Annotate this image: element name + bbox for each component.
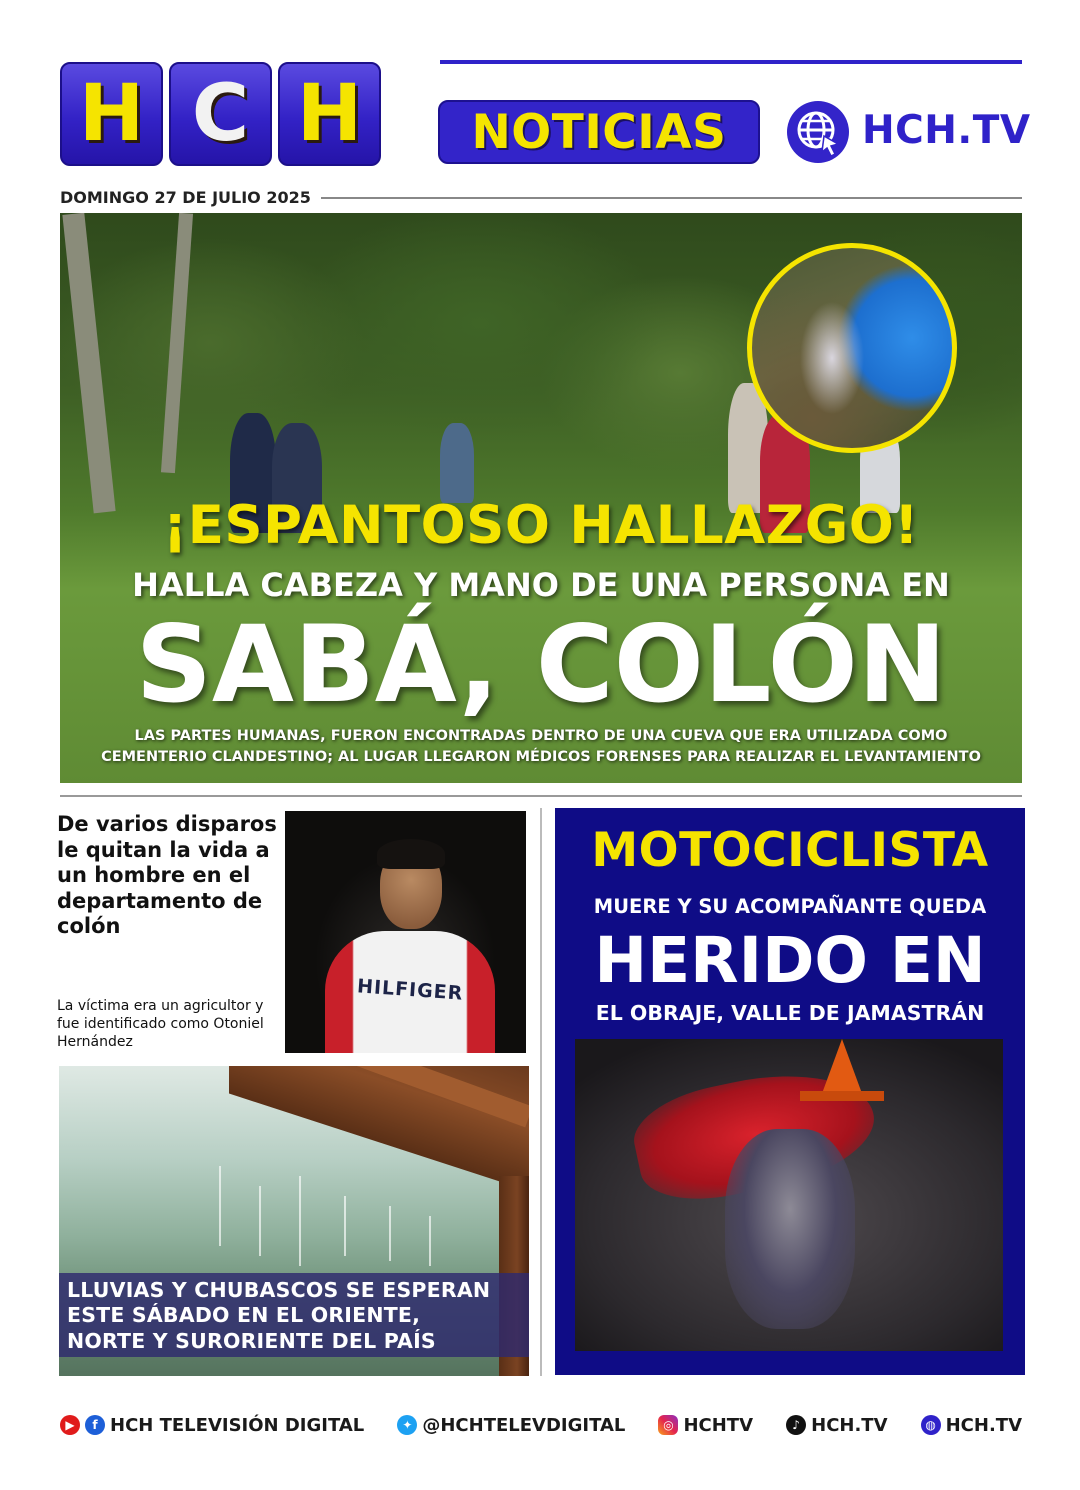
rain-streak [299, 1176, 301, 1266]
globe-cursor-icon [786, 100, 850, 164]
main-description [80, 726, 1002, 768]
evidence-inset-photo [747, 243, 957, 453]
footer-facebook-youtube[interactable] [60, 1415, 364, 1436]
blurred-figure [725, 1129, 855, 1329]
hair [377, 839, 445, 869]
moto-subheadline: MUERE Y SU ACOMPAÑANTE QUEDA [593, 895, 987, 918]
main-headline: ¡ESPANTOSO HALLAZGO! [163, 495, 919, 556]
traffic-cone-base [800, 1091, 884, 1101]
rain-streak [219, 1166, 221, 1246]
main-description-line: CEMENTERIO CLANDESTINO; AL LUGAR LLEGARON MÉDICOS FORENSES PARA REALIZAR EL LEVANTAMIENTO [101, 749, 981, 766]
rain-streak [259, 1186, 261, 1256]
youtube-icon: ▶ [60, 1415, 80, 1435]
footer-twitter[interactable] [397, 1415, 625, 1436]
weather-title-line: LLUVIAS Y CHUBASCOS SE ESPERAN [67, 1278, 491, 1302]
moto-place: EL OBRAJE, VALLE DE JAMASTRÁN [595, 1001, 985, 1025]
victim-photo [285, 811, 526, 1053]
traffic-cone [820, 1039, 864, 1099]
facebook-icon: f [85, 1415, 105, 1435]
tiktok-icon: ♪ [786, 1415, 806, 1435]
footer-web[interactable] [921, 1415, 1022, 1436]
tree-trunk [62, 213, 115, 513]
section-divider [60, 795, 1022, 797]
footer-web-label: HCH.TV [945, 1414, 1022, 1436]
shirt-print: HILFIGER [356, 975, 464, 1005]
issue-date: DOMINGO 27 DE JULIO 2025 [60, 188, 311, 207]
tree-trunk [161, 213, 193, 473]
footer-instagram[interactable] [658, 1415, 753, 1436]
moto-big-headline: HERIDO EN [594, 924, 986, 997]
weather-title-line: NORTE Y SURORIENTE DEL PAÍS [67, 1328, 436, 1353]
motorcyclist-story[interactable] [555, 808, 1025, 1375]
footer-twitter-label: @HCHTELEVDIGITAL [422, 1414, 626, 1436]
date-rule [321, 197, 1022, 199]
weather-title-line: ESTE SÁBADO EN EL ORIENTE, [67, 1303, 421, 1328]
rain-streak [344, 1196, 346, 1256]
logo-letter-h-2: H [278, 62, 381, 166]
footer-tiktok[interactable] [786, 1415, 887, 1436]
accident-photo [575, 1039, 1003, 1351]
twitter-icon: ✦ [397, 1415, 417, 1435]
weather-banner [59, 1273, 529, 1357]
rain-streak [429, 1216, 431, 1266]
globe-icon: ◍ [921, 1415, 941, 1435]
hch-logo [60, 62, 381, 166]
footer-instagram-label: HCHTV [683, 1414, 754, 1436]
logo-letter-c: C [169, 62, 272, 166]
section-badge: NOTICIAS [438, 100, 760, 164]
main-place: SABÁ, COLÓN [135, 603, 947, 726]
header-rule [440, 60, 1022, 64]
roof-eave [229, 1066, 529, 1191]
shooting-headline[interactable]: De varios disparos le quitan la vida a un hombre en el departamento de colón [57, 812, 277, 939]
column-divider [540, 808, 542, 1376]
social-footer [60, 1410, 1022, 1440]
shooting-description: La víctima era un agricultor y fue identificado como Otoniel Hernández [57, 998, 264, 1050]
footer-tiktok-label: HCH.TV [811, 1414, 888, 1436]
person-figure [440, 423, 474, 503]
main-subheadline: HALLA CABEZA Y MANO DE UNA PERSONA EN [132, 566, 950, 604]
main-story-photo [60, 213, 1022, 783]
instagram-icon: ◎ [658, 1415, 678, 1435]
weather-story[interactable] [59, 1066, 529, 1376]
rain-streak [389, 1206, 391, 1261]
footer-facebook-label: HCH TELEVISIÓN DIGITAL [110, 1414, 365, 1436]
main-description-line: LAS PARTES HUMANAS, FUERON ENCONTRADAS DENTRO DE UNA CUEVA QUE ERA UTILIZADA COMO [134, 728, 948, 744]
dateline [60, 188, 1022, 207]
moto-kicker: MOTOCICLISTA [591, 823, 989, 878]
site-url[interactable]: HCH.TV [862, 108, 1031, 153]
logo-letter-h: H [60, 62, 163, 166]
